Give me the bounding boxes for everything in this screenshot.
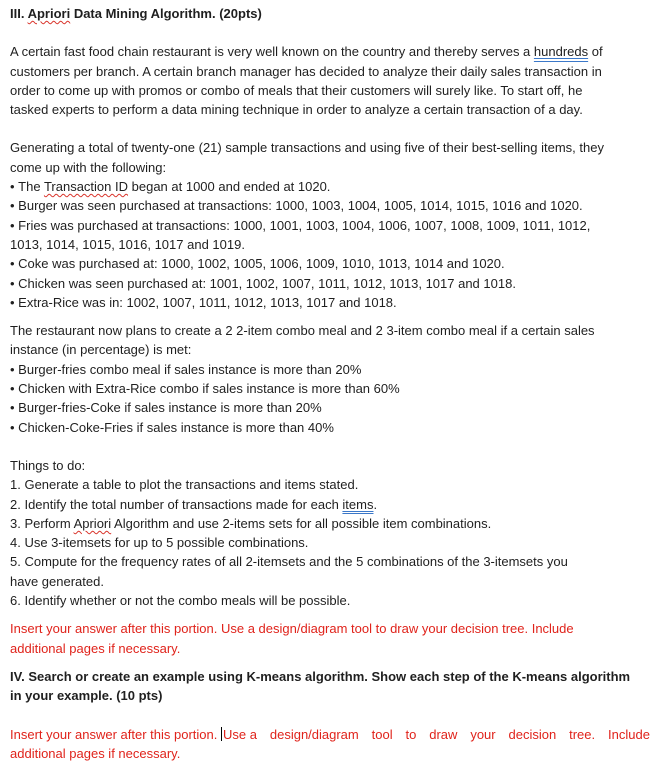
insert-word-1: design/diagram [269, 726, 359, 742]
items-word[interactable]: items [342, 496, 374, 512]
insert-note-4-lead [10, 725, 257, 744]
todo-item-6: 6. Identify whether or not the combo meals will be possible. [10, 593, 351, 609]
section-4-heading [10, 667, 650, 706]
heading-prefix: III. [10, 6, 28, 21]
bullet-fries: • Fries was purchased at transactions: 1000, 1001, 1003, 1004, 1006, 1007, 1008, 1009, 1011, 1012, [10, 216, 650, 235]
bullet-transaction-id [10, 177, 650, 196]
section-3-heading [10, 4, 650, 23]
intro-line-4: tasked experts to perform a data mining technique in order to analyze a certain transaction of a day. [10, 102, 583, 118]
tid-suffix: began at 1000 and ended at 1020. [128, 179, 331, 195]
bullet-combo-2: • Chicken with Extra-Rice combo if sales instance is more than 60% [10, 379, 650, 398]
intro-line-1a: A certain fast food chain restaurant is very well known on the country and thereby serves a [10, 44, 534, 60]
insert-note-4-line-2: additional pages if necessary. [10, 745, 181, 761]
insert-note-3-line-1: Insert your answer after this portion. Use a design/diagram tool to draw your decision tree. Include [10, 621, 574, 637]
insert-note-4-line-1[interactable] [10, 725, 650, 744]
insert-word-5: your [470, 726, 496, 742]
section-4-heading-line-1: IV. Search or create an example using K-means algorithm. Show each step of the K-means algorithm [10, 668, 631, 684]
plan-line-1: The restaurant now plans to create a 2 2-item combo meal and 2 3-item combo meal if a certain sales [10, 323, 595, 339]
text-cursor [221, 727, 222, 741]
bullet-combo-3: • Burger-fries-Coke if sales instance is more than 20% [10, 398, 650, 417]
things-to-do-list [10, 456, 650, 610]
insert-word-4: draw [429, 726, 458, 742]
insert-word-7: tree. [569, 726, 596, 742]
insert-word-2: tool [371, 726, 393, 742]
generation-paragraph [10, 138, 650, 312]
insert-word-8: Include [608, 726, 650, 742]
todo-item-5-cont: have generated. [10, 573, 104, 589]
bullet-coke: • Coke was purchased at: 1000, 1002, 1005, 1006, 1009, 1010, 1013, 1014 and 1020. [10, 254, 650, 273]
combo-plan-paragraph [10, 321, 650, 437]
section-3-answer-note [10, 619, 650, 658]
bullet-fries-cont: 1013, 1014, 1015, 1016, 1017 and 1019. [10, 236, 245, 252]
bullet-burger: • Burger was seen purchased at transactions: 1000, 1003, 1004, 1005, 1014, 1015, 1016 and 1020. [10, 196, 650, 215]
insert-note-4-a: Insert your answer after this portion. [10, 726, 218, 742]
todo-item-1: 1. Generate a table to plot the transactions and items stated. [10, 477, 359, 493]
intro-paragraph [10, 42, 650, 119]
insert-word-3: to [405, 726, 417, 742]
bullet-combo-4: • Chicken-Coke-Fries if sales instance is more than 40% [10, 418, 650, 437]
heading-apriori-word[interactable]: Apriori [27, 6, 71, 21]
todo-2b: . [373, 496, 378, 512]
intro-line-3: order to come up with promos or combo of meals that their customers will surely like. To start off, he [10, 82, 583, 98]
insert-word-6: decision [508, 726, 557, 742]
insert-note-3-line-2: additional pages if necessary. [10, 640, 181, 656]
todo-3a: 3. Perform [10, 515, 74, 531]
todo-item-3 [10, 514, 650, 533]
intro-line-1b: of [588, 44, 603, 60]
bullet-combo-1: • Burger-fries combo meal if sales instance is more than 20% [10, 360, 650, 379]
section-4-answer-note[interactable] [10, 725, 650, 764]
hundreds-word[interactable]: hundreds [533, 44, 589, 60]
gen-line-2: come up with the following: [10, 159, 167, 175]
section-4-heading-line-2: in your example. (10 pts) [10, 688, 163, 704]
apriori-word[interactable]: Apriori [73, 515, 112, 531]
insert-word-0: Use a [223, 726, 257, 742]
gen-line-1: Generating a total of twenty-one (21) sample transactions and using five of their best-selling items, they [10, 140, 604, 156]
bullet-chicken: • Chicken was seen purchased at: 1001, 1002, 1007, 1011, 1012, 1013, 1017 and 1018. [10, 274, 650, 293]
todo-title: Things to do: [10, 457, 86, 473]
todo-item-4: 4. Use 3-itemsets for up to 5 possible combinations. [10, 535, 309, 551]
heading-suffix: Data Mining Algorithm. (20pts) [70, 6, 262, 21]
todo-item-2 [10, 495, 650, 514]
todo-3b: Algorithm and use 2-items sets for all possible item combinations. [111, 515, 492, 531]
transaction-id-word[interactable]: Transaction ID [43, 179, 129, 195]
todo-2a: 2. Identify the total number of transactions made for each [10, 496, 343, 512]
tid-prefix: The [18, 179, 44, 195]
plan-line-2: instance (in percentage) is met: [10, 342, 192, 358]
document-page [10, 4, 650, 763]
intro-line-2: customers per branch. A certain branch manager has decided to analyze their daily sales transaction in [10, 63, 602, 79]
bullet-extra-rice: • Extra-Rice was in: 1002, 1007, 1011, 1012, 1013, 1017 and 1018. [10, 293, 650, 312]
todo-item-5: 5. Compute for the frequency rates of all 2-itemsets and the 5 combinations of the 3-itemsets you [10, 554, 568, 570]
